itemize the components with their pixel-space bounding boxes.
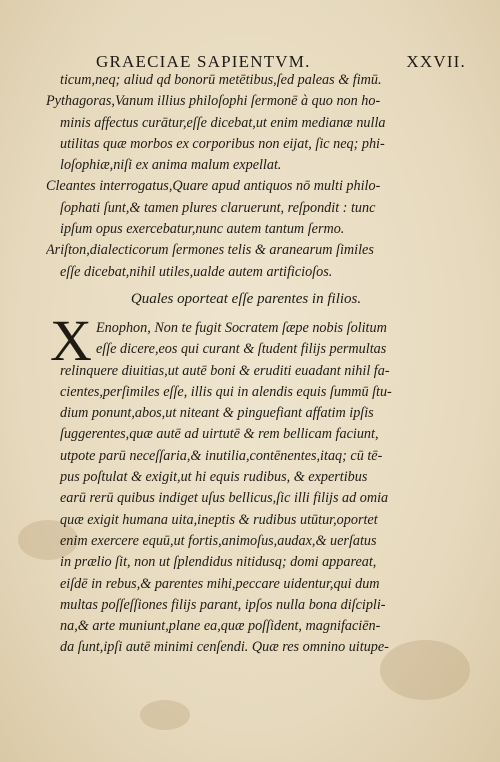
text-line: na,& arte muniunt,plane ea,quæ poſſident, magnifaciēn- (60, 618, 381, 635)
drop-cap: X (50, 307, 92, 373)
text-line: in prælio ſit, non ut ſplendidus nitidusq; domi appareat, (60, 554, 377, 571)
text-line: dium ponunt,abos,ut niteant & pinguefiant affatim ipſis (60, 405, 374, 422)
text-line: cientes,perſimiles eſſe, illis qui in alendis equis ſummū ſtu- (60, 383, 392, 400)
running-title: GRAECIAE SAPIENTVM. (96, 52, 311, 71)
text-line: eſſe dicere,eos qui curant & ſtudent filijs permultas (96, 341, 387, 358)
text-line: loſophiæ,niſi ex anima malum expellat. (60, 157, 282, 174)
section-heading: Quales oporteat eſſe parentes in filios. (130, 290, 362, 307)
text-line: earū rerū quibus indiget uſus bellicus,ſic illi filijs ad omia (60, 490, 389, 507)
text-line: eſſe dicebat,nihil utiles,ualde autem artificioſos. (60, 263, 333, 280)
text-line: ſuggerentes,quæ autē ad uirtutē & rem bellicam faciunt, (60, 426, 379, 443)
paragraph-xenophon (46, 307, 446, 659)
text-line: pus poſtulat & exigit,ut hi equis rudibus, & expertibus (60, 469, 368, 486)
text-line: ipſum opus exercebatur,nunc autem tantum ſermo. (60, 221, 345, 238)
paper-stain (140, 700, 190, 730)
text-line: utilitas quæ morbos ex corporibus non eijat, ſic neq; phi- (60, 135, 385, 152)
text-block (46, 70, 446, 659)
folio-number: XXVII. (406, 52, 466, 71)
text-line: relinquere diuitias,ut autē boni & eruditi euadant nihil fa- (60, 362, 390, 379)
text-line: Cleantes interrogatus,Quare apud antiquos nō multi philo- (46, 178, 381, 195)
text-line: minis affectus curātur,eſſe dicebat,ut enim medianæ nulla (60, 114, 386, 131)
text-line: Ariſton,dialecticorum ſermones telis & aranearum ſimiles (46, 242, 374, 259)
text-line: ticum,neq; aliud qd bonorū metētibus,ſed paleas & fimū. (60, 72, 382, 88)
text-line: enim exercere equū,ut fortis,animoſus,audax,& uerſatus (60, 532, 377, 549)
text-line: quæ exigit humana uita,ineptis & rudibus utūtur,oportet (60, 511, 378, 528)
text-line: Pythagoras,Vanum illius philoſophi ſermonē à quo non ho- (46, 93, 381, 110)
text-line: multas poſſeſſiones filijs parant, ipſos nulla bona diſcipli- (60, 596, 386, 613)
text-line: utpote parū neceſſaria,& inutilia,contēnentes,itaq; cū tē- (60, 447, 383, 464)
running-head (96, 52, 466, 72)
text-line: eiſdē in rebus,& parentes mihi,peccare uidentur,qui dum (60, 575, 380, 592)
text-line: Enophon, Non te fugit Socratem ſæpe nobis ſolitum (96, 319, 387, 336)
text-line: da ſunt,ipſi autē minimi cenſendi. Quæ res omnino uitupe- (60, 639, 389, 656)
text-line: ſophati ſunt,& tamen plures claruerunt, reſpondit : tunc (60, 199, 376, 216)
